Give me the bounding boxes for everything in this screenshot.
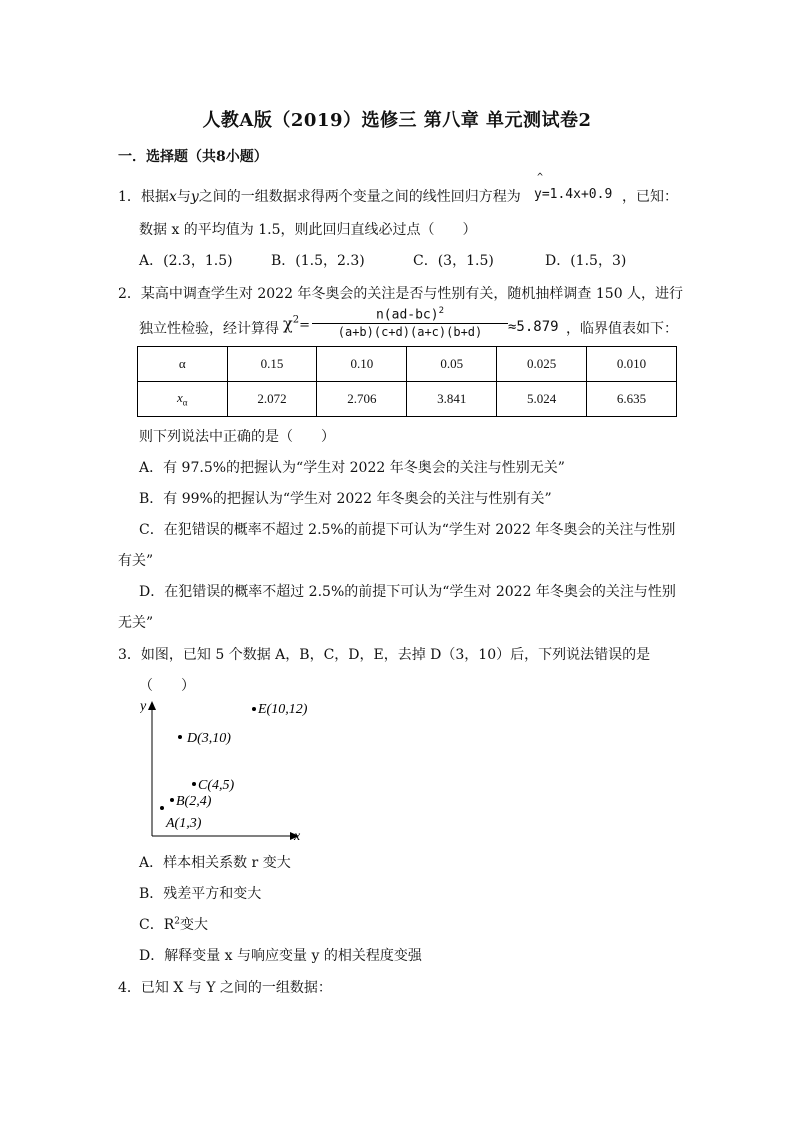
point-d <box>178 735 182 739</box>
q2-numerator <box>312 306 508 322</box>
q2-approx: ≈5.879 <box>508 319 559 335</box>
table-cell: 0.05 <box>407 347 497 382</box>
page-title: 人教A版（2019）选修三 第八章 单元测试卷2 <box>202 110 592 131</box>
table-row2-head: x <box>177 390 183 406</box>
q2-chi <box>283 314 310 333</box>
q2-option-b: B．有 99%的把握认为“学生对 2022 年冬奥会的关注与性别有关” <box>139 491 552 507</box>
q1-option-c: C．(3，1.5) <box>413 253 494 269</box>
q4-line1: 4．已知 X 与 Y 之间的一组数据： <box>118 980 332 996</box>
table-cell: 0.10 <box>317 347 407 382</box>
table-cell: 5.024 <box>497 382 587 417</box>
q1-hat: ^ <box>537 172 544 183</box>
table-cell <box>138 382 228 417</box>
point-a <box>160 806 164 810</box>
q1-text-c: 之间的一组数据求得两个变量之间的线性回归方程为 <box>198 189 521 205</box>
table-cell: 0.025 <box>497 347 587 382</box>
q1-var-x: x <box>168 189 177 205</box>
q3-option-a: A．样本相关系数 r 变大 <box>139 855 291 871</box>
y-axis-label: y <box>140 699 147 714</box>
table-cell: 2.706 <box>317 382 407 417</box>
point-e <box>252 707 256 711</box>
q3-option-c <box>139 914 208 934</box>
q2-denominator: (a+b)(c+d)(a+c)(b+d) <box>337 325 483 340</box>
q1-option-a: A．(2.3，1.5) <box>139 253 233 269</box>
table-cell: 3.841 <box>407 382 497 417</box>
x-axis-label: x <box>294 829 301 841</box>
point-b <box>170 798 174 802</box>
q2-option-c-line2: 有关” <box>118 553 154 569</box>
q2-numerator-sup: 2 <box>438 306 445 316</box>
q2-equals: = <box>299 318 310 333</box>
q1-option-d: D．(1.5，3) <box>545 253 627 269</box>
point-d-label: D(3,10) <box>187 731 231 746</box>
table-row2-sub: α <box>182 397 188 408</box>
table-cell: 6.635 <box>587 382 677 417</box>
scatter-figure <box>140 696 315 841</box>
table-row <box>138 347 677 382</box>
q3-option-c-b: 变大 <box>180 917 208 933</box>
q2-stem: 则下列说法中正确的是（ ） <box>139 429 335 445</box>
q3-option-d: D．解释变量 x 与响应变量 y 的相关程度变强 <box>139 948 422 964</box>
q1-option-b: B．(1.5，2.3) <box>271 253 365 269</box>
q2-fraction-bar <box>312 323 508 324</box>
q3-line1: 3．如图，已知 5 个数据 A，B，C，D，E，去掉 D（3，10）后，下列说法错误的是 <box>118 647 651 663</box>
q1-var-y: y <box>190 189 199 205</box>
table-row <box>138 382 677 417</box>
q1-text-d: ，已知： <box>622 189 678 205</box>
q3-line2: （ ） <box>139 678 195 694</box>
point-a-label: A(1,3) <box>166 816 202 831</box>
point-c-label: C(4,5) <box>198 778 235 793</box>
q2-option-d-line2: 无关” <box>118 615 154 631</box>
table-cell: 0.010 <box>587 347 677 382</box>
q2-numerator-text: n(ad-bc) <box>375 307 439 323</box>
y-axis-arrow <box>148 701 156 710</box>
q3-option-b: B．残差平方和变大 <box>139 886 262 902</box>
q2-line1: 2．某高中调查学生对 2022 年冬奥会的关注是否与性别有关，随机抽样调查 150 人，进行 <box>118 286 684 302</box>
point-c <box>192 782 196 786</box>
q2-chi-sup: 2 <box>292 314 300 326</box>
table-cell: α <box>138 347 228 382</box>
q1-equation: y=1.4x+0.9 <box>534 187 613 202</box>
q1-text-b: 与 <box>176 189 191 205</box>
q3-option-c-sup: 2 <box>174 916 180 927</box>
q1-text-a: 1．根据 <box>118 189 169 205</box>
q2-line2-b: ，临界值表如下： <box>566 321 678 337</box>
q2-fraction <box>312 306 508 339</box>
q2-option-d-line1: D．在犯错误的概率不超过 2.5%的前提下可认为“学生对 2022 年冬奥会的关注与性别 <box>139 584 676 600</box>
q2-chi-symbol: χ <box>283 314 293 333</box>
section-heading: 一．选择题（共8小题） <box>118 149 268 165</box>
point-b-label: B(2,4) <box>176 794 212 809</box>
critical-value-table <box>137 346 677 417</box>
table-cell: 0.15 <box>227 347 317 382</box>
q2-option-a: A．有 97.5%的把握认为“学生对 2022 年冬奥会的关注与性别无关” <box>139 460 565 476</box>
q1-line2: 数据 x 的平均值为 1.5，则此回归直线必过点（ ） <box>139 222 477 238</box>
q2-option-c-line1: C．在犯错误的概率不超过 2.5%的前提下可认为“学生对 2022 年冬奥会的关注与性别 <box>139 522 676 538</box>
point-e-label: E(10,12) <box>258 702 308 717</box>
q1-line1 <box>118 186 521 206</box>
table-cell: 2.072 <box>227 382 317 417</box>
q2-line2-a: 独立性检验，经计算得 <box>139 321 279 337</box>
q3-option-c-a: C．R <box>139 917 175 933</box>
